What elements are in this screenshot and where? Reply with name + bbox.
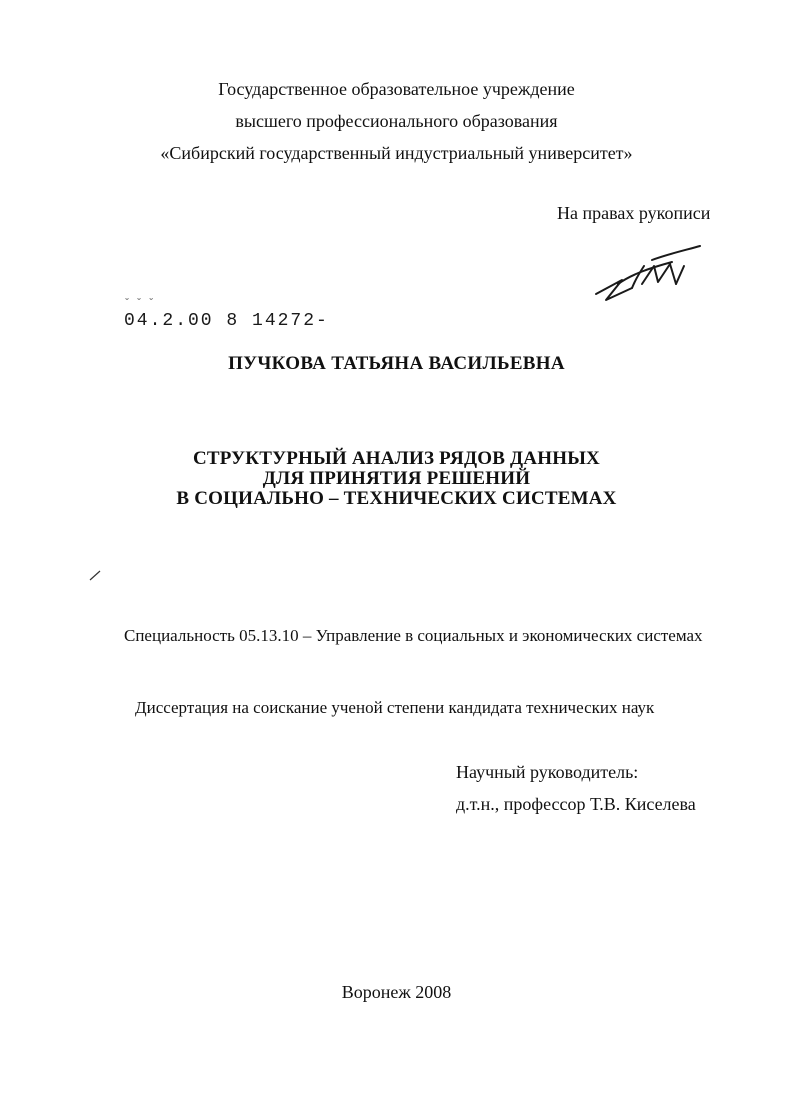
city-year: Воронеж 2008 [341,982,452,1002]
supervisor-name: д.т.н., профессор Т.В. Киселева [456,794,696,814]
institution-line-1: Государственное образовательное учреждение [218,79,575,99]
institution-line-3: «Сибирский государственный индустриальный университет» [160,143,633,163]
supervisor-label: Научный руководитель: [456,762,639,782]
author-name: ПУЧКОВА ТАТЬЯНА ВАСИЛЬЕВНА [228,353,565,374]
title-line-2: ДЛЯ ПРИНЯТИЯ РЕШЕНИЙ [262,468,531,489]
institution-line-2: высшего профессионального образования [235,111,558,131]
registry-marks: ˘ ˘ ˘ [124,298,155,309]
dissertation-note: Диссертация на соискание ученой степени кандидата технических наук [135,698,655,717]
title-line-1: СТРУКТУРНЫЙ АНАЛИЗ РЯДОВ ДАННЫХ [193,448,600,469]
signature-icon [592,244,704,314]
title-line-3: В СОЦИАЛЬНО – ТЕХНИЧЕСКИХ СИСТЕМАХ [176,488,617,509]
registry-number: 04.2.00 8 14272- [124,311,329,331]
specialty: Специальность 05.13.10 – Управление в социальных и экономических системах [124,626,703,645]
stray-mark-icon [88,568,102,582]
rights-note: На правах рукописи [557,203,711,223]
